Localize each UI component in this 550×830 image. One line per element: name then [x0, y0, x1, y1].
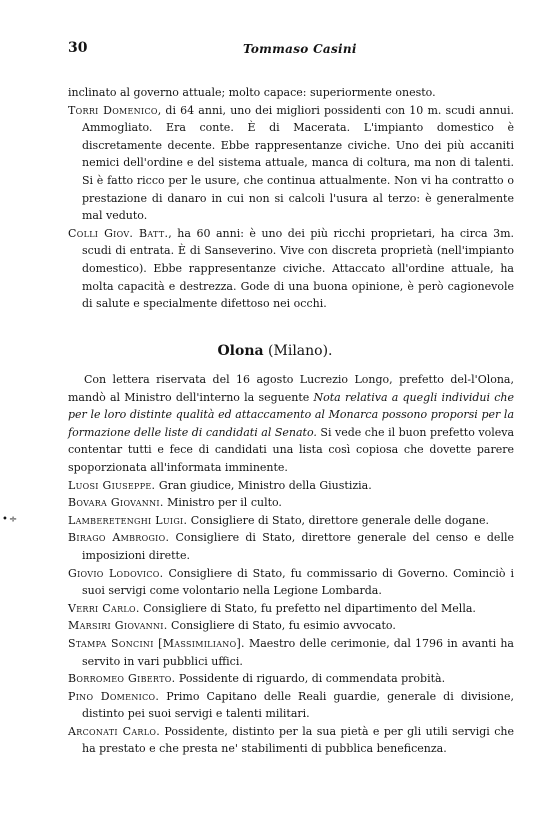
entry-text: , di 64 anni, uno dei migliori possidenti con 10 m. scudi annui. Ammogliato. Era conte. È di Macerata. L'impianto domestico è discretamente decente. Ebbe rappresentanze civiche. Uno dei più accaniti nemici dell'ordine e del sistema attuale, manca di coltura, ma non di talenti. Si è fatto ricco per le usure, che continua attualmente. Non vi ha contratto o prestazione di danaro in cui non si calcoli l'usura al terzo: è generalmente mal veduto. [82, 103, 514, 223]
list-item [68, 670, 514, 688]
entry-text: Consigliere di Stato, fu esimio avvocato. [167, 619, 396, 633]
entry-text: Consigliere di Stato, fu commissario di Governo. Cominciò i suoi servigi come volontario nella Legione Lombarda. [82, 566, 514, 598]
intro-text: Con lettera riservata del 16 agosto Lucrezio Longo, prefetto del-l'Olona, mandò al Ministro dell'interno la seguente [68, 373, 514, 404]
entry-name: Arconati Carlo. [68, 724, 160, 738]
list-item [68, 688, 514, 723]
entry-torri [68, 102, 514, 225]
entry-name: Lamberetenghi Luigi. [68, 513, 188, 527]
entry-colli [68, 225, 514, 313]
intro-text-end: Si vede che il buon prefetto voleva contentar tutti e fece di candidati una lista così copiosa che dovette parere spoporzionata all'informata imminente. [68, 425, 514, 474]
entry-name: Pino Domenico. [68, 689, 160, 703]
entry-text: Consigliere di Stato, direttore generale delle dogane. [187, 513, 490, 527]
entry-name: Borromeo Giberto. [68, 672, 176, 686]
section-subtitle: (Milano). [268, 343, 333, 359]
page-header [0, 40, 550, 64]
entry-name: Giovio Lodovico. [68, 566, 164, 580]
entry-name: Bovara Giovanni. [68, 496, 164, 510]
list-item [68, 477, 514, 495]
intro-paragraph [68, 371, 514, 477]
entry-name: Colli Giov. Batt. [68, 226, 169, 240]
entry-text: Gran giudice, Ministro della Giustizia. [155, 478, 372, 492]
entry-name: Luosi Giuseppe. [68, 478, 156, 492]
intro-italic: Nota relativa a quegli individui che per le loro distinte qualità ed attaccamento al Monarca possono proporsi per la formazione delle liste di candidati al Senato. [68, 390, 514, 439]
list-item [68, 635, 514, 670]
entry-text: Primo Capitano delle Reali guardie, generale di divisione, distinto pei suoi servigi e talenti militari. [82, 689, 514, 721]
entry-name: Birago Ambrogio. [68, 531, 170, 545]
entry-text: , ha 60 anni: è uno dei più ricchi proprietari, ha circa 3m. scudi di entrata. È di Sanseverino. Vive con discreta proprietà (nell'impianto domestico). Ebbe rappresentanze civiche. Attaccato all'ordine attuale, ha molta capacità e destrezza. Gode di una buona opinione, è però cagionevole di salute e specialmente difettoso nei occhi. [82, 226, 514, 311]
section-title: Olona [217, 343, 264, 359]
list-item [68, 494, 514, 512]
margin-mark: •÷ [2, 514, 19, 525]
main-text-block [68, 371, 514, 758]
entry-name: Verri Carlo. [68, 601, 140, 615]
running-title: Tommaso Casini [243, 42, 357, 56]
continuation-line: inclinato al governo attuale; molto capace: superiormente onesto. [68, 86, 436, 99]
entry-name: Stampa Soncini [Massimiliano]. [68, 636, 245, 650]
top-text-block [68, 84, 514, 313]
list-item [68, 512, 514, 530]
entry-name: Torri Domenico [68, 103, 158, 117]
entry-text: Possidente di riguardo, di commendata probità. [175, 672, 446, 686]
section-heading [0, 343, 550, 359]
entry-text: Possidente, distinto per la sua pietà e per gli utili servigi che ha prestato e che presta ne' stabilimenti di pubblica beneficenza. [82, 724, 514, 756]
entry-name: Marsiri Giovanni. [68, 619, 168, 633]
entry-text: Consigliere di Stato, direttore generale del censo e delle imposizioni dirette. [82, 531, 514, 562]
entry-list [68, 477, 514, 759]
list-item [68, 529, 514, 564]
page-number: 30 [68, 40, 88, 56]
list-item [68, 723, 514, 758]
list-item [68, 617, 514, 635]
entry-text: Maestro delle cerimonie, dal 1796 in avanti ha servito in vari pubblici uffici. [82, 636, 514, 668]
list-item [68, 565, 514, 600]
entry-text: Consigliere di Stato, fu prefetto nel dipartimento del Mella. [139, 601, 476, 615]
list-item [68, 600, 514, 618]
entry-text: Ministro per il culto. [163, 496, 282, 510]
